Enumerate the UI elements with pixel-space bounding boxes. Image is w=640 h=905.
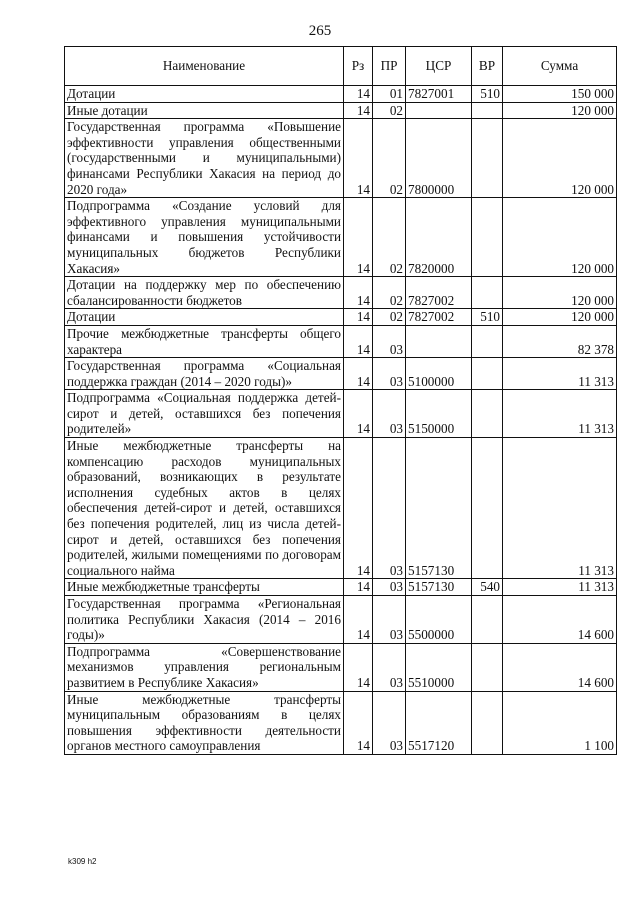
- row-sum: 11 313: [503, 579, 617, 596]
- row-csr: 7827002: [406, 277, 472, 309]
- row-csr: 5517120: [406, 691, 472, 754]
- row-name: Иные дотации: [65, 102, 344, 119]
- row-csr: 5510000: [406, 643, 472, 691]
- row-sum: 150 000: [503, 86, 617, 103]
- table-row: [65, 86, 617, 103]
- row-name: Дотации: [65, 309, 344, 326]
- row-sum: 1 100: [503, 691, 617, 754]
- row-rz: 14: [344, 579, 373, 596]
- table-row: [65, 358, 617, 390]
- row-csr: 5500000: [406, 596, 472, 644]
- row-vr: [472, 277, 503, 309]
- header-rz: Рз: [344, 47, 373, 86]
- row-pr: 03: [373, 390, 406, 438]
- row-pr: 03: [373, 325, 406, 357]
- row-rz: 14: [344, 325, 373, 357]
- row-sum: 120 000: [503, 119, 617, 198]
- row-sum: 120 000: [503, 198, 617, 277]
- row-pr: 03: [373, 643, 406, 691]
- row-sum: 11 313: [503, 390, 617, 438]
- table-row: [65, 102, 617, 119]
- row-pr: 01: [373, 86, 406, 103]
- row-vr: 510: [472, 86, 503, 103]
- row-pr: 02: [373, 309, 406, 326]
- row-pr: 03: [373, 438, 406, 579]
- row-sum: 14 600: [503, 643, 617, 691]
- row-csr: 7827001: [406, 86, 472, 103]
- table-row: [65, 325, 617, 357]
- row-rz: 14: [344, 102, 373, 119]
- row-rz: 14: [344, 390, 373, 438]
- page-number: 265: [308, 23, 332, 39]
- row-rz: 14: [344, 309, 373, 326]
- row-vr: 510: [472, 309, 503, 326]
- footer-code: k309 h2: [68, 857, 97, 866]
- row-csr: [406, 325, 472, 357]
- row-sum: 120 000: [503, 309, 617, 326]
- row-name: Государственная программа «Социальная поддержка граждан (2014 – 2020 годы)»: [65, 358, 344, 390]
- row-rz: 14: [344, 86, 373, 103]
- row-sum: 82 378: [503, 325, 617, 357]
- row-rz: 14: [344, 643, 373, 691]
- row-vr: [472, 198, 503, 277]
- row-rz: 14: [344, 119, 373, 198]
- row-vr: [472, 119, 503, 198]
- row-pr: 02: [373, 277, 406, 309]
- table-row: [65, 119, 617, 198]
- table-row: [65, 438, 617, 579]
- row-vr: [472, 691, 503, 754]
- row-vr: [472, 596, 503, 644]
- table-header-row: [65, 47, 617, 86]
- row-sum: 120 000: [503, 102, 617, 119]
- row-vr: [472, 438, 503, 579]
- row-pr: 02: [373, 102, 406, 119]
- row-rz: 14: [344, 438, 373, 579]
- row-pr: 03: [373, 691, 406, 754]
- row-sum: 120 000: [503, 277, 617, 309]
- row-csr: 5157130: [406, 438, 472, 579]
- row-pr: 03: [373, 579, 406, 596]
- row-name: Иные межбюджетные трансферты: [65, 579, 344, 596]
- row-name: Иные межбюджетные трансферты муниципальным образованиям в целях повышения эффективности деятельности органов местного самоуправления: [65, 691, 344, 754]
- row-sum: 14 600: [503, 596, 617, 644]
- row-csr: 7820000: [406, 198, 472, 277]
- row-name: Подпрограмма «Социальная поддержка детей-сирот и детей, оставшихся без попечения родителей»: [65, 390, 344, 438]
- table-row: [65, 309, 617, 326]
- row-rz: 14: [344, 198, 373, 277]
- header-name: Наименование: [65, 47, 344, 86]
- header-sum: Сумма: [503, 47, 617, 86]
- row-pr: 02: [373, 119, 406, 198]
- row-name: Дотации: [65, 86, 344, 103]
- row-name: Государственная программа «Повышение эффективности управления общественными (государственными и муниципальными) финансами Республики Хакасия на период до 2020 года»: [65, 119, 344, 198]
- row-vr: [472, 102, 503, 119]
- row-sum: 11 313: [503, 438, 617, 579]
- row-name: Дотации на поддержку мер по обеспечению сбалансированности бюджетов: [65, 277, 344, 309]
- row-name: Подпрограмма «Создание условий для эффективного управления муниципальными финансами и повышения устойчивости муниципальных бюджетов Республики Хакасия»: [65, 198, 344, 277]
- header-vr: ВР: [472, 47, 503, 86]
- header-pr: ПР: [373, 47, 406, 86]
- row-csr: 7827002: [406, 309, 472, 326]
- row-name: Государственная программа «Региональная политика Республики Хакасия (2014 – 2016 годы)»: [65, 596, 344, 644]
- row-pr: 02: [373, 198, 406, 277]
- table-row: [65, 277, 617, 309]
- table-row: [65, 198, 617, 277]
- row-rz: 14: [344, 277, 373, 309]
- row-vr: 540: [472, 579, 503, 596]
- row-pr: 03: [373, 596, 406, 644]
- table-row: [65, 643, 617, 691]
- budget-table: [64, 46, 617, 755]
- header-csr: ЦСР: [406, 47, 472, 86]
- row-csr: 5150000: [406, 390, 472, 438]
- row-rz: 14: [344, 358, 373, 390]
- row-vr: [472, 325, 503, 357]
- row-name: Прочие межбюджетные трансферты общего характера: [65, 325, 344, 357]
- row-csr: 5157130: [406, 579, 472, 596]
- row-csr: 7800000: [406, 119, 472, 198]
- row-name: Иные межбюджетные трансферты на компенсацию расходов муниципальных образований, возникающих в результате исполнения судебных актов в целях обеспечения детей-сирот и детей, оставшихся без попечения родителей, лиц из числа детей-сирот и детей, оставшихся без попечения родителей, жилыми помещениями по договорам социального найма: [65, 438, 344, 579]
- row-csr: 5100000: [406, 358, 472, 390]
- row-rz: 14: [344, 691, 373, 754]
- row-sum: 11 313: [503, 358, 617, 390]
- table-row: [65, 691, 617, 754]
- table-row: [65, 579, 617, 596]
- table-row: [65, 390, 617, 438]
- row-pr: 03: [373, 358, 406, 390]
- row-vr: [472, 643, 503, 691]
- row-vr: [472, 390, 503, 438]
- row-name: Подпрограмма «Совершенствование механизмов управления региональным развитием в Республике Хакасия»: [65, 643, 344, 691]
- table-row: [65, 596, 617, 644]
- row-rz: 14: [344, 596, 373, 644]
- row-vr: [472, 358, 503, 390]
- row-csr: [406, 102, 472, 119]
